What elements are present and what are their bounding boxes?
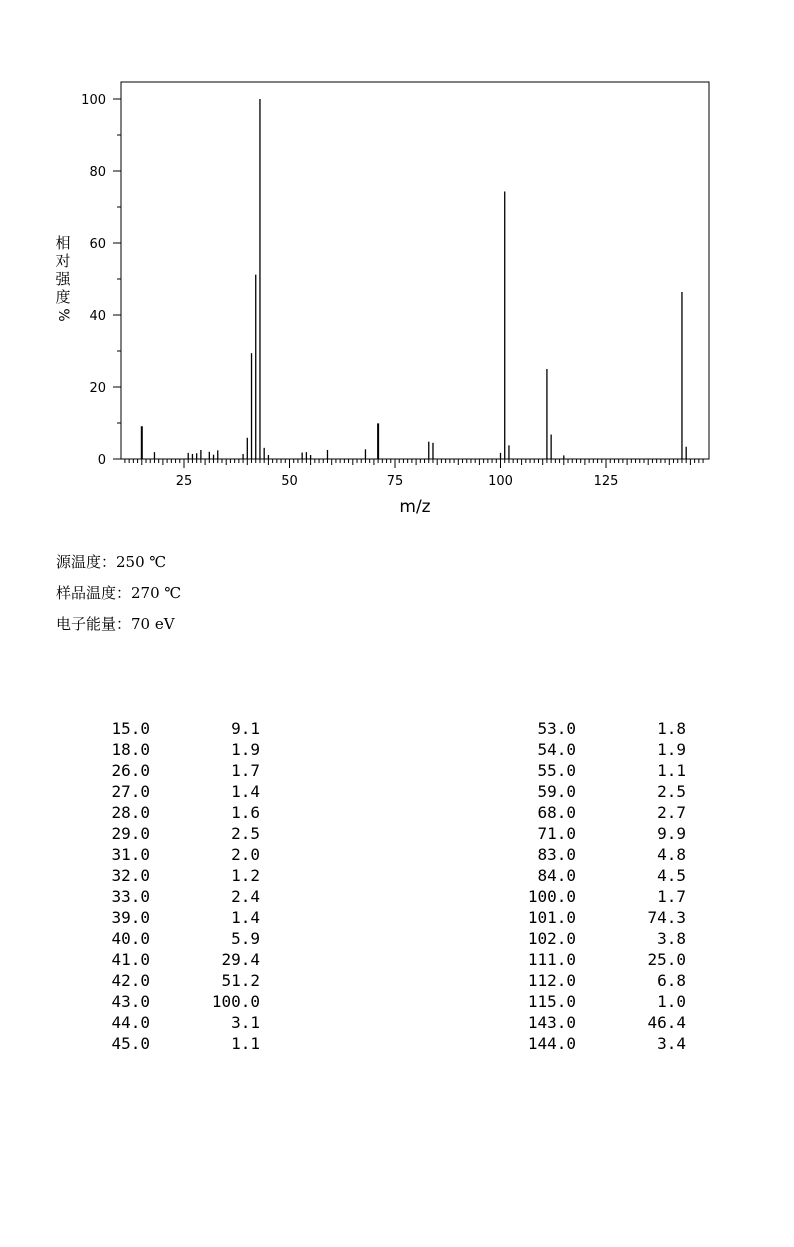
y-tick-label: 0 — [97, 453, 106, 468]
mz-value: 84.0 — [537, 866, 576, 885]
table-row — [506, 886, 686, 907]
abundance-value: 74.3 — [647, 908, 686, 927]
table-row — [80, 865, 260, 886]
table-row — [80, 949, 260, 970]
table-row — [506, 1012, 686, 1033]
condition-value: 250 ℃ — [116, 553, 167, 571]
table-row — [80, 802, 260, 823]
mz-value: 115.0 — [527, 992, 576, 1011]
x-tick-label: 25 — [175, 474, 193, 489]
mz-value: 53.0 — [537, 719, 576, 738]
mz-value: 15.0 — [111, 719, 150, 738]
table-row — [80, 886, 260, 907]
x-axis-label: m/z — [399, 497, 431, 517]
abundance-value: 100.0 — [211, 992, 260, 1011]
table-row — [80, 718, 260, 739]
mz-value: 54.0 — [537, 740, 576, 759]
table-row — [506, 991, 686, 1012]
table-row — [506, 802, 686, 823]
mz-value: 144.0 — [527, 1034, 576, 1053]
mz-value: 68.0 — [537, 803, 576, 822]
mz-value: 28.0 — [111, 803, 150, 822]
condition-label: 样品温度： — [56, 584, 132, 602]
abundance-value: 2.5 — [231, 824, 260, 843]
plot-frame — [121, 82, 709, 459]
abundance-value: 1.6 — [231, 803, 260, 822]
mz-value: 100.0 — [527, 887, 576, 906]
x-tick-label: 100 — [488, 474, 513, 489]
axis-ticks — [113, 99, 703, 468]
table-row — [506, 865, 686, 886]
mz-value: 102.0 — [527, 929, 576, 948]
y-tick-label: 80 — [89, 165, 106, 180]
table-row — [80, 970, 260, 991]
abundance-value: 3.4 — [657, 1034, 686, 1053]
table-row — [506, 823, 686, 844]
abundance-value: 1.8 — [657, 719, 686, 738]
table-row — [506, 928, 686, 949]
abundance-value: 2.5 — [657, 782, 686, 801]
abundance-value: 2.0 — [231, 845, 260, 864]
table-row — [506, 949, 686, 970]
y-axis-label-char: 度 — [55, 288, 71, 306]
table-row — [80, 1033, 260, 1054]
condition-value: 70 eV — [131, 615, 175, 633]
table-row — [80, 760, 260, 781]
abundance-value: 25.0 — [647, 950, 686, 969]
y-tick-label: 40 — [89, 309, 106, 324]
condition-value: 270 ℃ — [131, 584, 182, 602]
mz-value: 32.0 — [111, 866, 150, 885]
y-axis-label-char: 强 — [55, 270, 71, 288]
y-axis-label-char: 对 — [55, 252, 71, 270]
abundance-value: 9.1 — [231, 719, 260, 738]
abundance-value: 1.7 — [657, 887, 686, 906]
y-tick-label: 60 — [89, 237, 106, 252]
mz-value: 112.0 — [527, 971, 576, 990]
table-row — [80, 928, 260, 949]
mz-value: 29.0 — [111, 824, 150, 843]
table-row — [506, 781, 686, 802]
abundance-value: 29.4 — [221, 950, 260, 969]
y-axis-label — [54, 234, 72, 324]
abundance-value: 1.2 — [231, 866, 260, 885]
mz-value: 26.0 — [111, 761, 150, 780]
mz-value: 40.0 — [111, 929, 150, 948]
table-row — [506, 907, 686, 928]
x-tick-label: 125 — [593, 474, 619, 489]
table-row — [506, 1033, 686, 1054]
condition-line — [56, 613, 175, 634]
table-row — [506, 760, 686, 781]
y-axis-label-char: % — [55, 308, 71, 322]
peak-table-left — [80, 718, 260, 1054]
abundance-value: 9.9 — [657, 824, 686, 843]
abundance-value: 3.8 — [657, 929, 686, 948]
condition-label: 电子能量： — [56, 615, 132, 633]
condition-line — [56, 551, 166, 572]
tick-labels — [81, 93, 618, 489]
mz-value: 59.0 — [537, 782, 576, 801]
condition-line — [56, 582, 181, 603]
mass-spectrum-chart — [0, 0, 794, 530]
abundance-value: 1.7 — [231, 761, 260, 780]
mz-value: 18.0 — [111, 740, 150, 759]
table-row — [506, 739, 686, 760]
peak-table-right — [506, 718, 686, 1054]
abundance-value: 2.4 — [231, 887, 260, 906]
condition-label: 源温度： — [56, 553, 117, 571]
peak-bars — [142, 99, 686, 459]
x-tick-label: 50 — [281, 474, 298, 489]
mz-value: 33.0 — [111, 887, 150, 906]
table-row — [506, 844, 686, 865]
mz-value: 39.0 — [111, 908, 150, 927]
abundance-value: 6.8 — [657, 971, 686, 990]
abundance-value: 3.1 — [231, 1013, 260, 1032]
abundance-value: 51.2 — [221, 971, 260, 990]
table-row — [80, 781, 260, 802]
abundance-value: 46.4 — [647, 1013, 686, 1032]
y-tick-label: 20 — [89, 381, 106, 396]
abundance-value: 1.4 — [231, 908, 260, 927]
abundance-value: 1.9 — [657, 740, 686, 759]
mz-value: 55.0 — [537, 761, 576, 780]
table-row — [80, 1012, 260, 1033]
mz-value: 31.0 — [111, 845, 150, 864]
mz-value: 111.0 — [527, 950, 576, 969]
mz-value: 43.0 — [111, 992, 150, 1011]
abundance-value: 2.7 — [657, 803, 686, 822]
mz-value: 143.0 — [527, 1013, 576, 1032]
mz-value: 27.0 — [111, 782, 150, 801]
mz-value: 44.0 — [111, 1013, 150, 1032]
mz-value: 45.0 — [111, 1034, 150, 1053]
table-row — [80, 991, 260, 1012]
mz-value: 83.0 — [537, 845, 576, 864]
abundance-value: 1.1 — [231, 1034, 260, 1053]
table-row — [80, 823, 260, 844]
abundance-value: 1.0 — [657, 992, 686, 1011]
x-tick-label: 75 — [386, 474, 404, 489]
table-row — [80, 844, 260, 865]
table-row — [506, 718, 686, 739]
abundance-value: 4.5 — [657, 866, 686, 885]
abundance-value: 4.8 — [657, 845, 686, 864]
mz-value: 101.0 — [527, 908, 576, 927]
y-tick-label: 100 — [81, 93, 106, 108]
table-row — [80, 739, 260, 760]
abundance-value: 5.9 — [231, 929, 260, 948]
abundance-value: 1.1 — [657, 761, 686, 780]
table-row — [506, 970, 686, 991]
y-axis-label-char: 相 — [55, 234, 71, 252]
mz-value: 41.0 — [111, 950, 150, 969]
table-row — [80, 907, 260, 928]
mz-value: 71.0 — [537, 824, 576, 843]
mz-value: 42.0 — [111, 971, 150, 990]
abundance-value: 1.9 — [231, 740, 260, 759]
abundance-value: 1.4 — [231, 782, 260, 801]
